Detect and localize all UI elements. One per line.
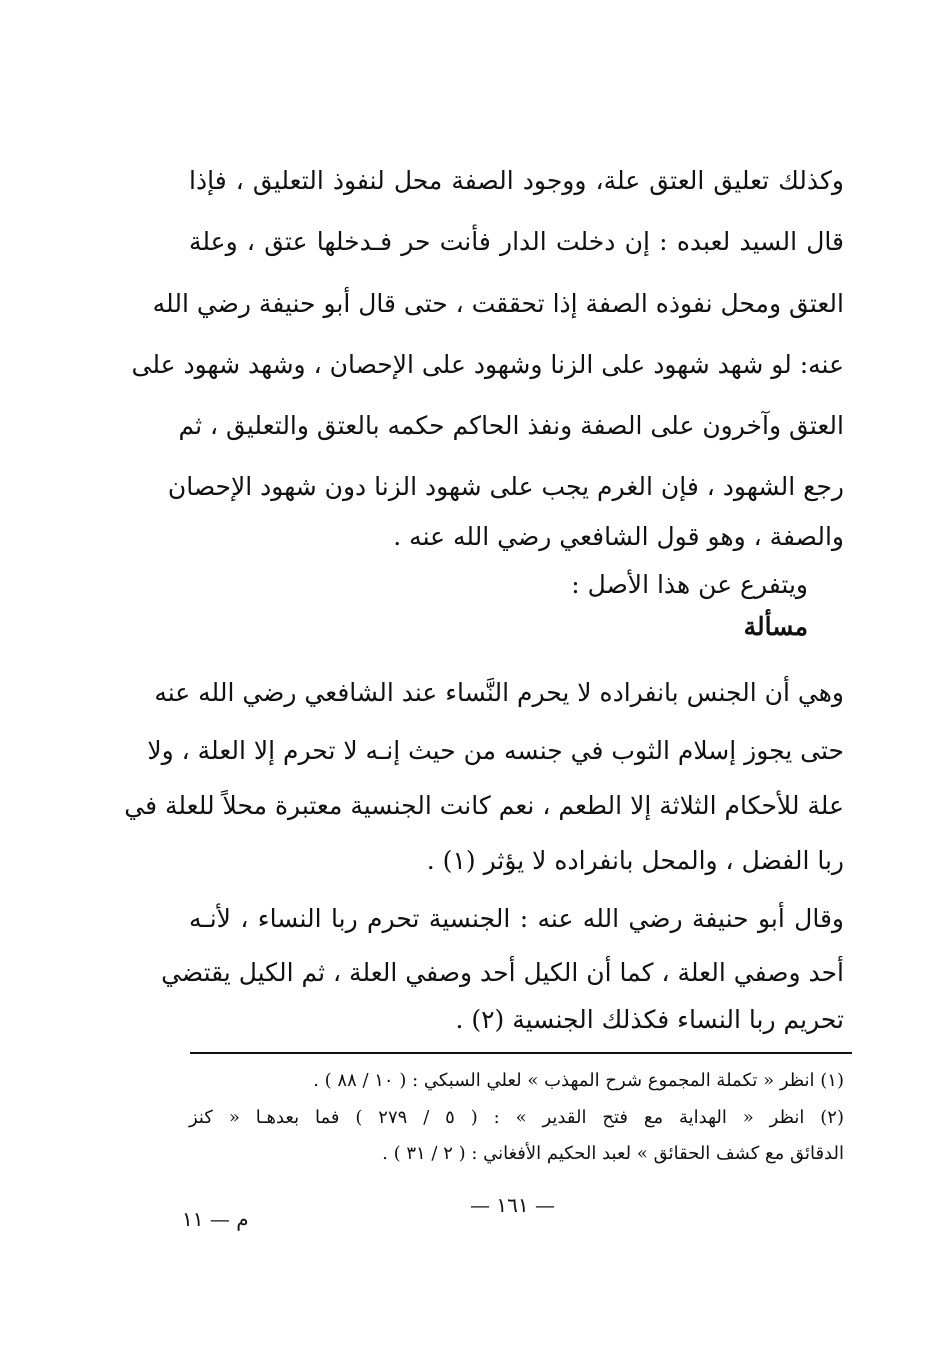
para2-line-4: ربا الفضل ، والمحل بانفراده لا يؤثر (١) . xyxy=(426,846,844,875)
para2-line-3: علة للأحكام الثلاثة إلا الطعم ، نعم كانت الجنسية معتبرة محلاً للعلة في xyxy=(124,791,844,820)
page-number: — ١٦١ — xyxy=(470,1193,555,1217)
section-heading: مسألة xyxy=(743,612,808,641)
footnote-2-line-1: (٢) انظر « الهداية مع فتح القدير » : ( ٥ / ٢٧٩ ) فما بعدهـا « كنز xyxy=(189,1107,844,1128)
para3-line-3: تحريم ربا النساء فكذلك الجنسية (٢) . xyxy=(455,1005,844,1034)
para3-line-1: وقال أبو حنيفة رضي الله عنه : الجنسية تحرم ربا النساء ، لأنـه xyxy=(189,904,844,933)
body-line-4: عنه: لو شهد شهود على الزنا وشهود على الإحصان ، وشهد شهود على xyxy=(131,350,844,379)
footnote-rule xyxy=(190,1052,852,1054)
para2-line-1: وهي أن الجنس بانفراده لا يحرم النَّساء عند الشافعي رضي الله عنه xyxy=(154,678,844,707)
para3-line-2: أحد وصفي العلة ، كما أن الكيل أحد وصفي العلة ، ثم الكيل يقتضي xyxy=(161,958,844,987)
footnote-1: (١) انظر « تكملة المجموع شرح المهذب » لعلي السبكي : ( ١٠ / ٨٨ ) . xyxy=(313,1070,844,1091)
body-line-5: العتق وآخرون على الصفة ونفذ الحاكم حكمه بالعتق والتعليق ، ثم xyxy=(178,411,844,440)
body-line-7: والصفة ، وهو قول الشافعي رضي الله عنه . xyxy=(393,522,844,551)
subheading: ويتفرع عن هذا الأصل : xyxy=(571,570,808,599)
body-line-2: قال السيد لعبده : إن دخلت الدار فأنت حر فـدخلها عتق ، وعلة xyxy=(189,227,844,256)
body-line-1: وكذلك تعليق العتق علة، ووجود الصفة محل لنفوذ التعليق ، فإذا xyxy=(189,166,844,195)
signature-mark: م — ١١ xyxy=(182,1207,249,1231)
para2-line-2: حتى يجوز إسلام الثوب في جنسه من حيث إنـه لا تحرم إلا العلة ، ولا xyxy=(147,736,844,765)
body-line-3: العتق ومحل نفوذه الصفة إذا تحققت ، حتى قال أبو حنيفة رضي الله xyxy=(152,289,844,318)
footnote-2-line-2: الدقائق مع كشف الحقائق » لعبد الحكيم الأفغاني : ( ٢ / ٣١ ) . xyxy=(382,1143,844,1164)
body-line-6: رجع الشهود ، فإن الغرم يجب على شهود الزنا دون شهود الإحصان xyxy=(167,472,844,501)
